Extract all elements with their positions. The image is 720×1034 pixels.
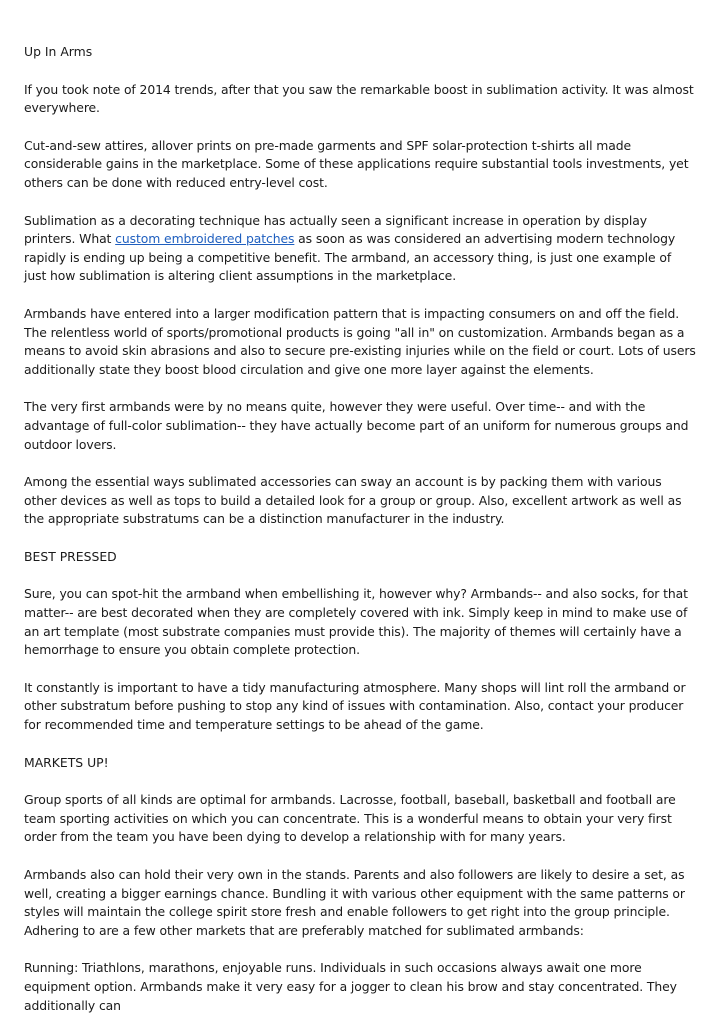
paragraph-intro: If you took note of 2014 trends, after that you saw the remarkable boost in sublimation activity. It was almost everywhere. — [24, 81, 694, 116]
document-title: Up In Arms — [24, 44, 93, 59]
paragraph-accessories: Among the essential ways sublimated accessories can sway an account is by packing them with various other devices as well as tops to build a detailed look for a group or group. Also, excellent artwork as well as the appropriate substratums can be a distinction manufacturer in the industry. — [24, 474, 682, 527]
document-body — [24, 43, 696, 1034]
paragraph-running: Running: Triathlons, marathons, enjoyable runs. Individuals in such occasions always await one more equipment option. Armbands make it very easy for a jogger to clean his brow and stay concentrated. They additionally can — [24, 960, 677, 1013]
paragraph-text-after-link: as soon as was considered an advertising modern technology rapidly is ending up being a competitive benefit. The armband, an accessory thing, is just one example of just how sublimation is altering client assumptions in the marketplace. — [24, 231, 676, 284]
paragraph-group-sports: Group sports of all kinds are optimal for armbands. Lacrosse, football, baseball, basketball and football are team sporting activities on which you can concentrate. This is a wonderful means to obtain your very first order from the team you have been dying to develop a relationship with for many years. — [24, 792, 676, 845]
paragraph-text-before-link: Sublimation as a decorating technique has actually seen a significant increase in operation by display printers. What — [24, 212, 647, 247]
paragraph-cut-and-sew: Cut-and-sew attires, allover prints on pre-made garments and SPF solar-protection t-shirts all made considerable gains in the marketplace. Some of these applications require substantial tools investments, yet others can be done with reduced entry-level cost. — [24, 137, 689, 190]
section-heading-best-pressed: BEST PRESSED — [24, 548, 117, 564]
paragraph-manufacturing: It constantly is important to have a tidy manufacturing atmosphere. Many shops will lint roll the armband or other substratum before pushing to stop any kind of issues with contamination. Also, contact your producer for recommended time and temperature settings to be ahead of the game. — [24, 679, 686, 733]
paragraph-first-armbands: The very first armbands were by no means quite, however they were useful. Over time-- and with the advantage of full-color sublimation-- they have actually become part of an uniform for numerous groups and outdoor lovers. — [24, 399, 689, 452]
section-heading-markets-up: MARKETS UP! — [24, 754, 109, 770]
paragraph-stands: Armbands also can hold their very own in the stands. Parents and also followers are likely to desire a set, as well, creating a bigger earnings chance. Bundling it with various other equipment with the same patterns or styles will maintain the college spirit store fresh and enable followers to get right into the group principle. Adhering to are a few other markets that are preferably matched for sublimated armbands: — [24, 867, 685, 938]
custom-embroidered-patches-link[interactable]: custom embroidered patches — [115, 231, 295, 247]
paragraph-sublimation — [24, 212, 696, 286]
paragraph-spot-hit: Sure, you can spot-hit the armband when embellishing it, however why? Armbands-- and also socks, for that matter-- are best decorated when they are completely covered with ink. Simply keep in mind to make use of an art template (most substrate companies must provide this). The majority of themes will certainly have a hemorrhage to ensure you obtain complete protection. — [24, 586, 688, 658]
paragraph-armbands-trend: Armbands have entered into a larger modification pattern that is impacting consumers on and off the field. The relentless world of sports/promotional products is going "all in" on customization. Armbands began as a means to avoid skin abrasions and also to secure pre-existing injuries while on the field or court. Lots of users additionally state they boost blood circulation and give one more layer against the elements. — [24, 305, 696, 377]
